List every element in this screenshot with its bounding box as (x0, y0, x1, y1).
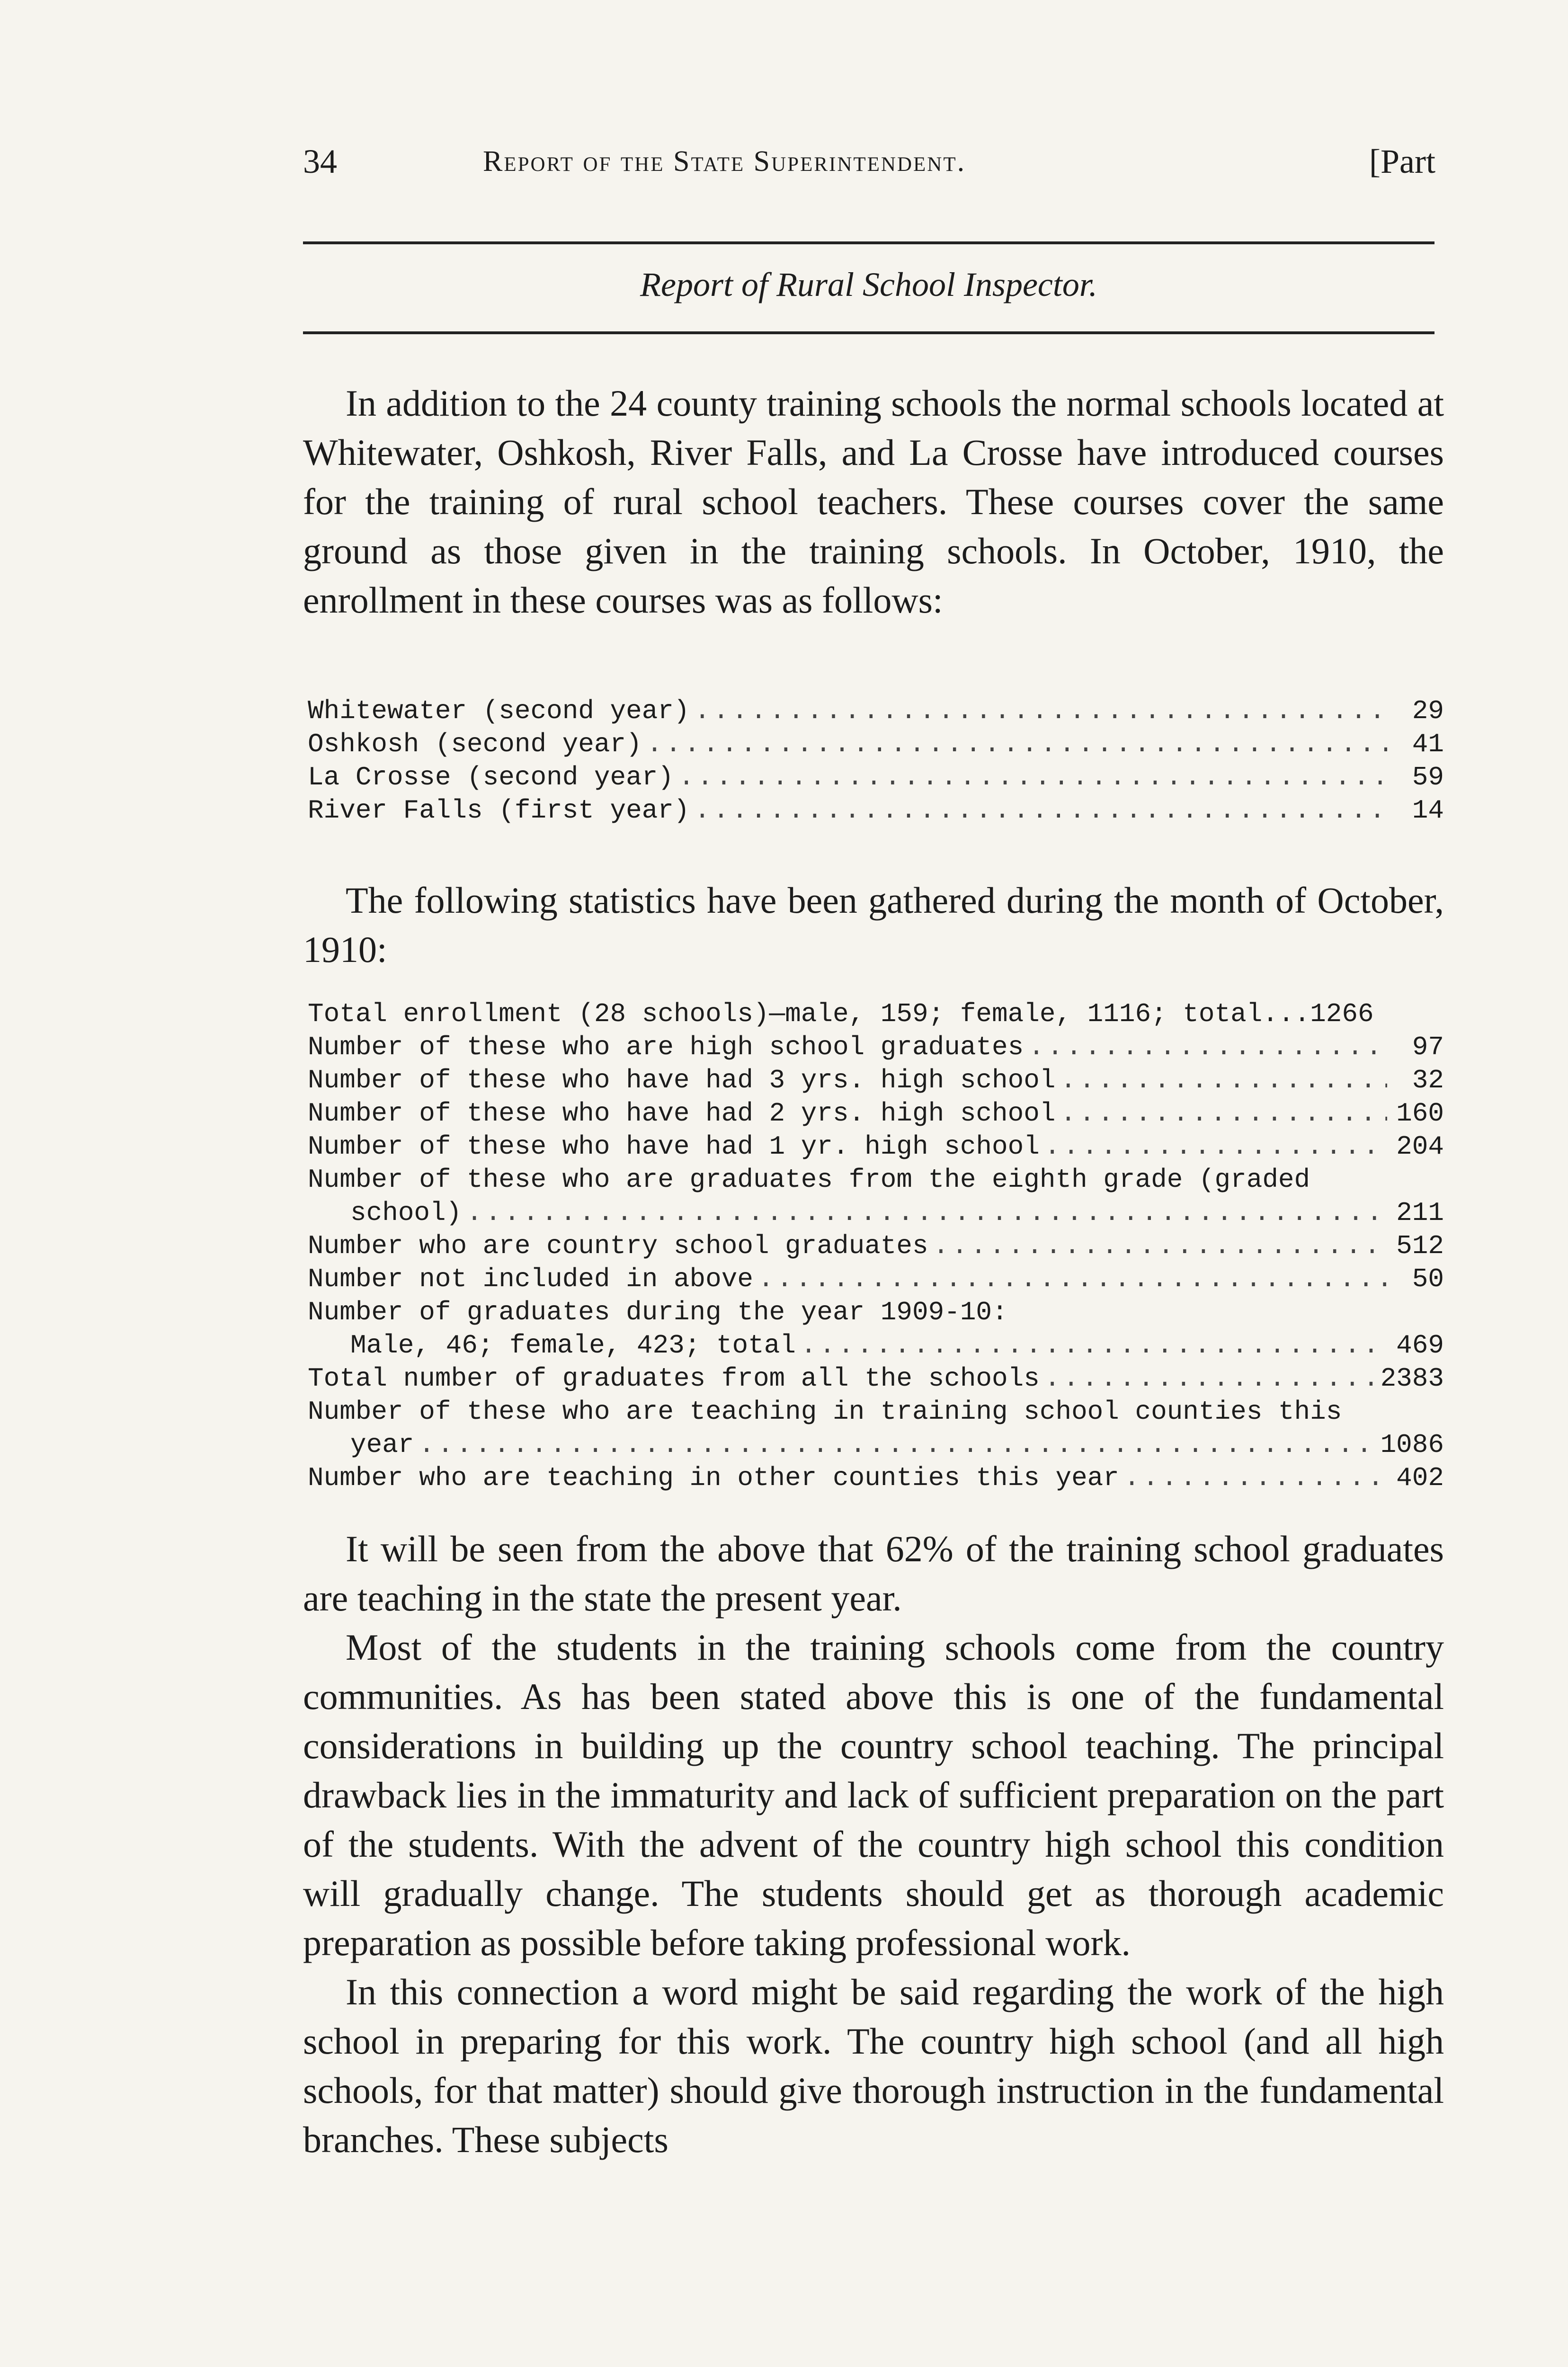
total-enrollment-line: Total enrollment (28 schools)—male, 159; female, 1116; total...1266 (308, 999, 1374, 1029)
row-label: year (350, 1430, 414, 1460)
leader-dots (1044, 1131, 1387, 1162)
table-row (308, 696, 1444, 729)
row-label: Male, 46; female, 423; total (350, 1330, 796, 1361)
table-row (308, 1131, 1444, 1165)
row-value: 160 (1396, 1098, 1444, 1129)
row-label: Number of these who have had 2 yrs. high school (308, 1098, 1056, 1129)
row-label: Number of these who are teaching in training school counties this (308, 1397, 1342, 1427)
row-value: 2383 (1380, 1363, 1444, 1394)
row-value: 50 (1412, 1264, 1444, 1294)
table-row (308, 1397, 1444, 1430)
intro-paragraph-block (303, 379, 1444, 625)
row-value: 211 (1396, 1198, 1444, 1228)
leader-dots (647, 729, 1387, 759)
leader-dots (695, 795, 1387, 826)
row-label: Oshkosh (second year) (308, 729, 642, 759)
running-head (303, 142, 1435, 185)
row-label: La Crosse (second year) (308, 762, 674, 792)
leader-dots (1060, 1098, 1387, 1129)
paragraph-high-school: In this connection a word might be said regarding the work of the high school in preparing for this work. The country high school (and all high schools, for that matter) should give thorough instruction in the fundamental branches. These subjects (303, 1971, 1444, 2160)
leader-dots (801, 1330, 1387, 1361)
table-row (308, 795, 1444, 828)
paragraph-statistics-intro: The following statistics have been gathered during the month of October, 1910: (303, 880, 1444, 970)
closing-paragraphs-block (303, 1524, 1444, 2164)
enrollment-table (308, 696, 1444, 828)
page-number: 34 (303, 142, 337, 180)
section-title: Report of Rural School Inspector. (640, 266, 1097, 303)
row-value: 1086 (1380, 1430, 1444, 1460)
leader-dots (1028, 1032, 1387, 1062)
row-label: Whitewater (second year) (308, 696, 690, 726)
row-value: 41 (1412, 729, 1444, 759)
leader-dots (1060, 1065, 1387, 1095)
table-row (308, 1363, 1444, 1397)
leader-dots (678, 762, 1387, 792)
row-value: 512 (1396, 1231, 1444, 1261)
bottom-rule (303, 331, 1434, 334)
paragraph-students: Most of the students in the training schools come from the country communities. As has been stated above this is one of the fundamental considerations in building up the country school teaching. The principal drawback lies in the immaturity and lack of sufficient preparation on the part of the students. With the advent of the country high school this condition will gradually change. The students should get as thorough academic preparation as possible before taking professional work. (303, 1627, 1444, 1963)
row-value: 402 (1396, 1463, 1444, 1493)
row-label: Number of these who have had 1 yr. high school (308, 1131, 1040, 1162)
table-row (308, 729, 1444, 762)
row-value: 14 (1412, 795, 1444, 826)
row-label: Total number of graduates from all the schools (308, 1363, 1040, 1394)
table-row (308, 1065, 1444, 1098)
table-row (308, 1297, 1444, 1330)
table-row (308, 1098, 1444, 1131)
row-value: 59 (1412, 762, 1444, 792)
table-row (308, 1198, 1444, 1231)
leader-dots (1044, 1363, 1376, 1394)
leader-dots (695, 696, 1387, 726)
leader-dots (466, 1198, 1387, 1228)
leader-dots (933, 1231, 1387, 1261)
row-label: River Falls (first year) (308, 795, 690, 826)
table-row (308, 762, 1444, 795)
row-value: 97 (1412, 1032, 1444, 1062)
paragraph-percentage: It will be seen from the above that 62% of the training school graduates are teaching in the state the present year. (303, 1528, 1444, 1619)
row-label: school) (350, 1198, 462, 1228)
table-row (308, 1231, 1444, 1264)
table-row (308, 1463, 1444, 1496)
table-row (308, 1165, 1444, 1198)
leader-dots (419, 1430, 1375, 1460)
table-row (308, 1032, 1444, 1065)
paragraph-intro: In addition to the 24 county training schools the normal schools located at Whitewater, Oshkosh, River Falls, and La Crosse have introduced courses for the training of rural school teachers. These courses cover the same ground as those given in the training schools. In October, 1910, the enrollment in these courses was as follows: (303, 383, 1444, 621)
statistics-intro-block (303, 876, 1444, 974)
table-row (308, 1430, 1444, 1463)
row-label: Number of graduates during the year 1909-10: (308, 1297, 1008, 1327)
statistics-table (308, 999, 1444, 1496)
row-value: 32 (1412, 1065, 1444, 1095)
row-label: Number who are teaching in other counties this year (308, 1463, 1119, 1493)
row-value: 204 (1396, 1131, 1444, 1162)
leader-dots (758, 1264, 1387, 1294)
leader-dots (1124, 1463, 1387, 1493)
row-label: Number not included in above (308, 1264, 753, 1294)
table-row (308, 999, 1444, 1032)
table-row (308, 1264, 1444, 1297)
row-value: 469 (1396, 1330, 1444, 1361)
top-rule (303, 241, 1434, 244)
row-label: Number of these who have had 3 yrs. high school (308, 1065, 1056, 1095)
row-value: 29 (1412, 696, 1444, 726)
row-label: Number of these who are graduates from the eighth grade (graded (308, 1165, 1310, 1195)
part-marker: [Part (1369, 142, 1435, 180)
running-title: Report of the State Superintendent. (483, 145, 966, 178)
row-label: Number who are country school graduates (308, 1231, 928, 1261)
table-row (308, 1330, 1444, 1363)
row-label: Number of these who are high school graduates (308, 1032, 1024, 1062)
